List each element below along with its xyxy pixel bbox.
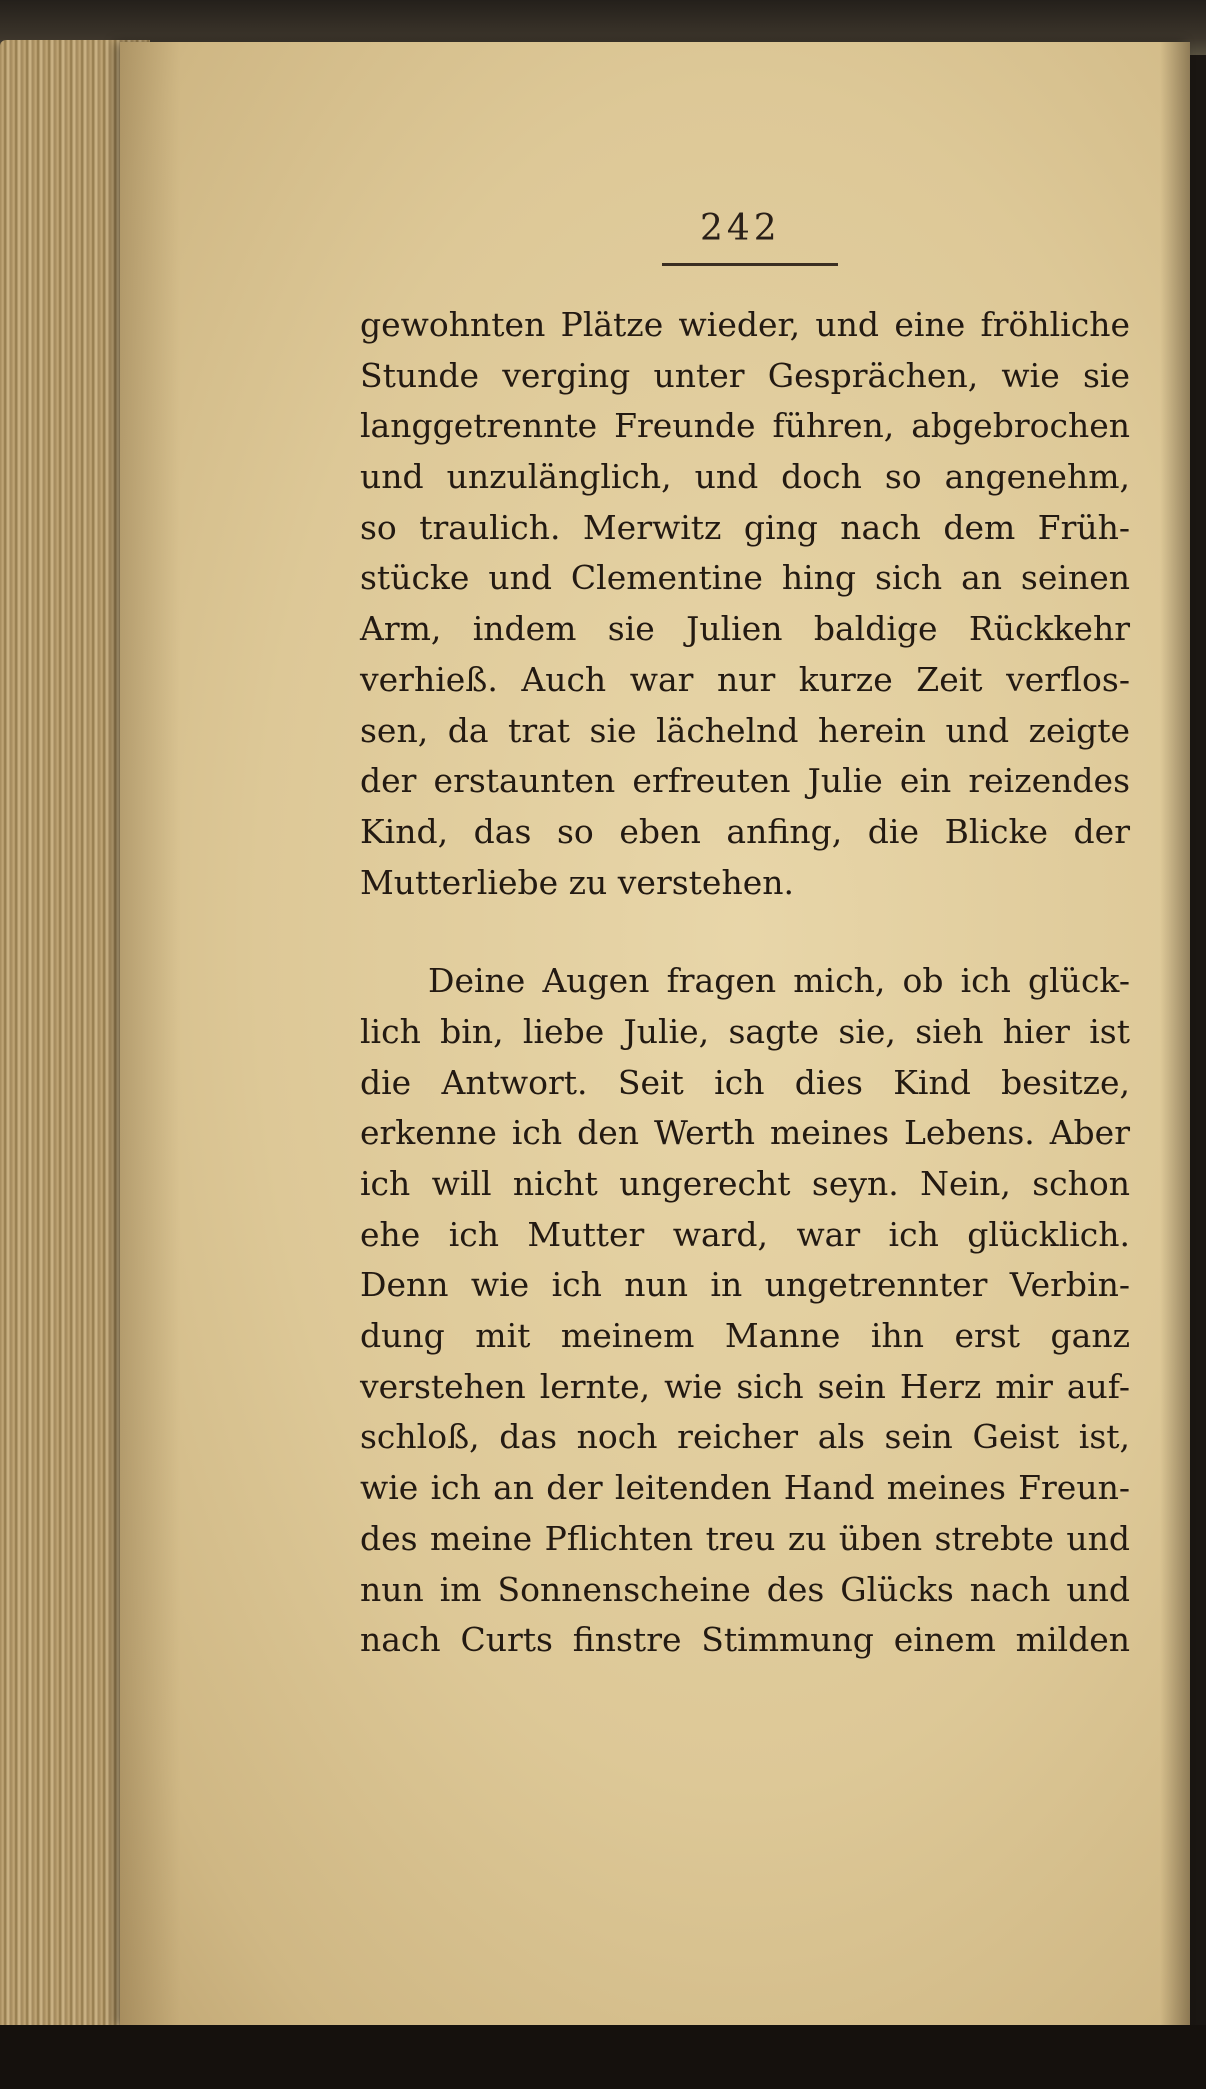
text-line: Mutterliebe zu verstehen. xyxy=(360,862,794,902)
text-line: des meine Pflichten treu zu üben strebte und xyxy=(360,1518,1130,1558)
text-line: verhieß. Auch war nur kurze Zeit verflos- xyxy=(360,659,1130,699)
text-line: die Antwort. Seit ich dies Kind besitze, xyxy=(360,1062,1130,1102)
text-line: wie ich an der leitenden Hand meines Freun- xyxy=(360,1468,1130,1508)
text-line: Deine Augen fragen mich, ob ich glück- xyxy=(428,961,1130,1001)
text-line: Kind, das so eben anfing, die Blicke der xyxy=(360,811,1130,851)
text-line: gewohnten Plätze wieder, und eine fröhliche xyxy=(360,305,1130,344)
text-line: nach Curts finstre Stimmung einem milden xyxy=(360,1620,1130,1660)
paragraph-2 xyxy=(360,956,1130,1666)
text-line: langgetrennte Freunde führen, abgebrochen xyxy=(360,406,1130,446)
text-line: so traulich. Merwitz ging nach dem Früh- xyxy=(360,507,1130,547)
text-line: stücke und Clementine hing sich an seinen xyxy=(360,558,1130,598)
text-line: der erstaunten erfreuten Julie ein reizendes xyxy=(360,761,1130,801)
text-line: nun im Sonnenscheine des Glücks nach und xyxy=(360,1569,1130,1609)
text-line: dung mit meinem Manne ihn erst ganz xyxy=(360,1316,1130,1356)
text-line: Stunde verging unter Gesprächen, wie sie xyxy=(360,355,1130,395)
paragraph-1 xyxy=(360,300,1130,908)
text-line: schloß, das noch reicher als sein Geist ist, xyxy=(360,1417,1130,1457)
text-line: und unzulänglich, und doch so angenehm, xyxy=(360,457,1130,497)
paragraph-gap xyxy=(360,908,1130,956)
text-line: Arm, indem sie Julien baldige Rückkehr xyxy=(360,609,1130,649)
scan-background-bottom xyxy=(0,2025,1206,2089)
text-line: ehe ich Mutter ward, war ich glücklich. xyxy=(360,1214,1130,1254)
text-line: sen, da trat sie lächelnd herein und zeigte xyxy=(360,710,1130,750)
text-line: Denn wie ich nun in ungetrennter Verbin- xyxy=(360,1265,1130,1305)
text-line: erkenne ich den Werth meines Lebens. Aber xyxy=(360,1113,1130,1153)
body-text xyxy=(360,300,1130,1666)
text-line: ich will nicht ungerecht seyn. Nein, schon xyxy=(360,1164,1130,1203)
text-line: lich bin, liebe Julie, sagte sie, sieh hier ist xyxy=(360,1011,1130,1051)
header-rule xyxy=(662,263,838,266)
page-number: 242 xyxy=(700,208,781,249)
text-line: verstehen lernte, wie sich sein Herz mir auf- xyxy=(360,1366,1130,1406)
